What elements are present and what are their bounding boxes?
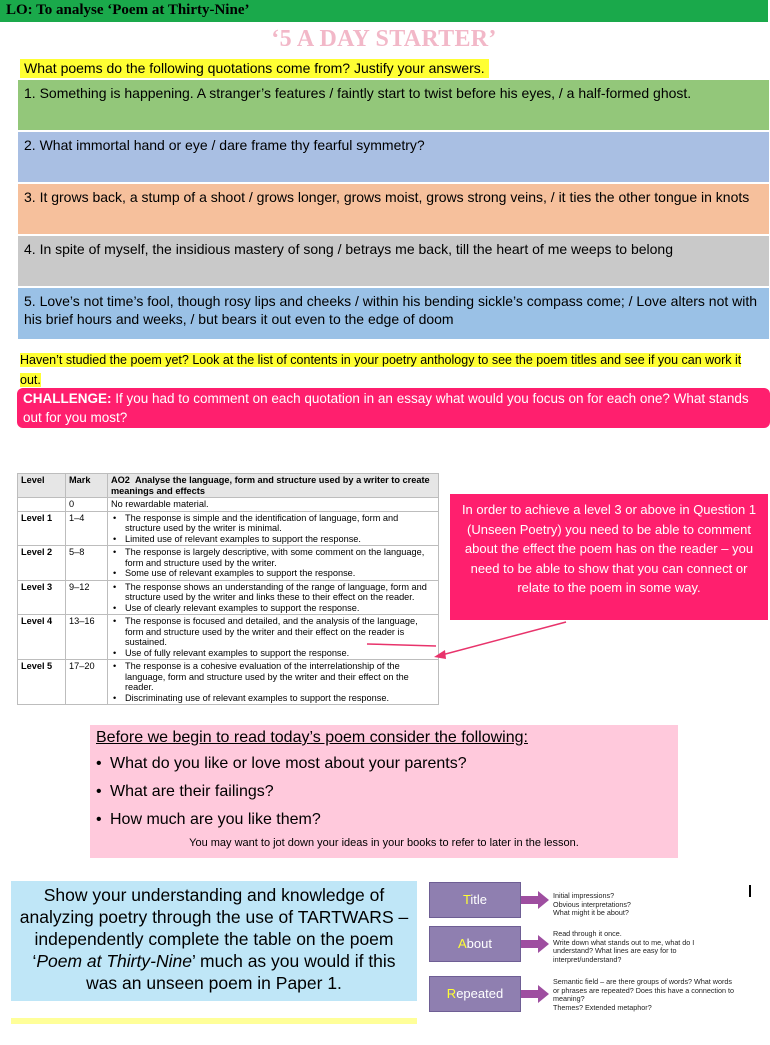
description-line: Semantic field – are there groups of words? What words [553,977,732,986]
tartwars-initial: A [458,936,467,951]
question-prompt: What poems do the following quotations come from? Justify your answers. [20,59,489,78]
descriptor-point: • Use of fully relevant examples to support the response. [111,648,435,659]
descriptor-cell: No rewardable material. [108,498,439,512]
tartwars-repeated-ideas-box [429,976,521,1035]
level-cell-empty [18,498,66,512]
table-row [18,615,439,660]
mark-cell: 17–20 [66,660,108,705]
right-arrow-icon [521,935,549,953]
header-ao2 [108,474,439,498]
quotation-5: 5. Love’s not time’s fool, though rosy lips and cheeks / within his bending sickle’s compass come; / Love alters not with his brief hours and weeks, / but bears it out even to the edge of doom [17,287,770,340]
header-mark: Mark [66,474,108,498]
descriptor-cell [108,660,439,705]
challenge-text: If you had to comment on each quotation in an essay what would you focus on for each one? What stands out for you most? [23,391,749,425]
description-line: meaning? [553,994,585,1004]
tartwars-about-description [553,930,743,964]
quotation-3: 3. It grows back, a stump of a shoot / grows longer, grows moist, grows strong veins, / it ties the other tongue in knots [17,183,770,235]
descriptor-point: • Discriminating use of relevant examples to support the response. [111,693,435,704]
consider-box [90,725,678,858]
consider-list [96,752,672,832]
descriptor-point: • The response is simple and the identification of language, form and structure used by the writer is minimal. [111,513,435,534]
table-row [18,580,439,615]
right-arrow-icon [521,891,549,909]
challenge-label: CHALLENGE: [23,391,112,406]
descriptor-point: • The response is focused and detailed, and the analysis of the language, form and structure used by the writer and their effect on the reader is sustained. [111,616,435,648]
mark-cell: 1–4 [66,511,108,546]
description-line: Themes? Extended metaphor? [553,1002,652,1012]
descriptor-cell [108,546,439,581]
table-row [18,660,439,705]
mark-cell: 0 [66,498,108,512]
text-cursor-mark [749,885,751,897]
descriptor-cell [108,580,439,615]
tartwars-initial: R [446,986,457,1001]
right-arrow-icon [521,985,549,1003]
hint-text [20,350,750,390]
descriptor-point: • The response is a cohesive evaluation of the interrelationship of the language, form and structure used by the writer and their effect on the reader. [111,661,435,693]
starter-title: ‘5 A DAY STARTER’ [271,26,497,52]
quotation-4: 4. In spite of myself, the insidious mastery of song / betrays me back, till the heart of me weeps to belong [17,235,770,287]
bottom-highlight-strip [11,1018,417,1024]
challenge-box [17,388,770,428]
mark-cell: 9–12 [66,580,108,615]
level-cell: Level 5 [18,660,66,705]
descriptor-point: • The response shows an understanding of the range of language, form and structure used by the writer and links these to their effect on the reader. [111,582,435,603]
description-line: Obvious interpretations? [553,899,631,909]
header-level: Level [18,474,66,498]
descriptor-point: • Use of clearly relevant examples to support the response. [111,603,435,614]
consider-heading: Before we begin to read today’s poem consider the following: [96,729,528,746]
tartwars-title-description [553,892,743,918]
descriptor-point: • Some use of relevant examples to support the response. [111,568,435,579]
level-cell: Level 2 [18,546,66,581]
description-line: interpret/understand? [553,954,622,964]
tartwars-title-box [429,882,521,918]
hint-highlight: Haven’t studied the poem yet? Look at the list of contents in your poetry anthology to see the poem titles and see if you can work it out. [20,353,742,387]
list-item: • How much are you like them? [96,808,672,832]
descriptor-point: • Limited use of relevant examples to support the response. [111,534,435,545]
descriptor-cell [108,511,439,546]
header-ao-code: AO2 [111,475,130,485]
tartwars-label: epeated Ideas [456,986,504,1035]
description-line: What might it be about? [553,908,629,918]
table-row [18,546,439,581]
list-item: • What do you like or love most about your parents? [96,752,672,776]
table-row [18,498,439,512]
understanding-box [11,881,417,1001]
description-line: or phrases are repeated? Does this have a connection to [553,985,735,995]
lesson-objective-bar [0,0,768,22]
tartwars-initial: T [462,892,471,907]
list-item: • What are their failings? [96,780,672,804]
quotation-1: 1. Something is happening. A stranger’s features / faintly start to twist before his eyes, / a half-formed ghost. [17,79,770,131]
understanding-text-after: ’ much as you would if this was an unseen poem in Paper 1. [86,951,396,993]
header-ao-text: Analyse the language, form and structure used by a writer to create meanings and effects [111,475,430,496]
tartwars-label: bout [466,936,492,951]
consider-note: You may want to jot down your ideas in your books to refer to later in the lesson. [189,837,579,849]
table-row [18,511,439,546]
level-cell: Level 1 [18,511,66,546]
understanding-text-before: Show your understanding and knowledge of analyzing poetry through the use of TARTWARS – independently complete the table on the poem ‘ [19,885,409,971]
mark-scheme-table [17,473,439,705]
description-line: Read through it once. [553,929,622,938]
level-cell: Level 3 [18,580,66,615]
mark-cell: 13–16 [66,615,108,660]
description-line: Initial impressions? [553,891,615,900]
level-note-box: In order to achieve a level 3 or above in Question 1 (Unseen Poetry) you need to be able to comment about the effect the poem has on the reader – you need to be able to show that you can connect or relate to the poem in some way. [450,494,768,620]
tartwars-label: itle [470,892,488,907]
mark-scheme-header-row [18,474,439,498]
poem-title: Poem at Thirty-Nine [36,951,192,971]
description-line: Write down what stands out to me, what do I [553,937,695,947]
descriptor-cell [108,615,439,660]
descriptor-point: • The response is largely descriptive, with some comment on the language, form and structure used by the writer. [111,547,435,568]
description-line: understand? What lines are easy for to [553,946,677,956]
tartwars-repeated-ideas-description [553,978,743,1012]
lesson-objective: LO: To analyse ‘Poem at Thirty-Nine’ [6,2,250,18]
level-cell: Level 4 [18,615,66,660]
tartwars-about-box [429,926,521,962]
mark-cell: 5–8 [66,546,108,581]
quotation-2: 2. What immortal hand or eye / dare frame thy fearful symmetry? [17,131,770,183]
